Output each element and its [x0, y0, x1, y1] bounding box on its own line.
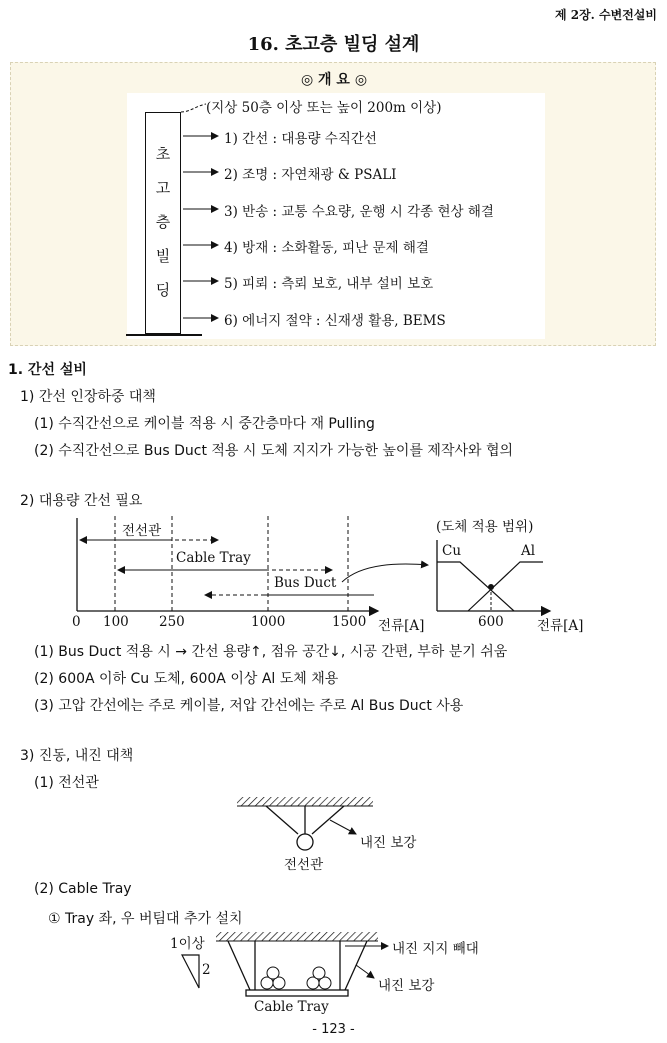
list-item: (2) 600A 이하 Cu 도체, 600A 이상 Al 도체 채용	[34, 671, 339, 687]
subsection-heading: 1) 간선 인장하중 대책	[20, 389, 156, 405]
tick-label: 600	[478, 614, 504, 630]
overview-item: 3) 반송 : 교통 수요량, 운행 시 각종 현상 해결	[224, 204, 494, 220]
tick-label: 1000	[251, 614, 286, 630]
list-item: (1) 수직간선으로 케이블 적용 시 중간층마다 재 Pulling	[34, 416, 375, 432]
tick-label: 100	[103, 614, 129, 630]
conduit-label: 전선관	[122, 523, 162, 539]
list-item: (1) Bus Duct 적용 시 → 간선 용량↑, 점유 공간↓, 시공 간편, 부하 분기 쉬움	[34, 644, 508, 660]
section-heading: 1. 간선 설비	[8, 362, 87, 378]
conduit-caption: 전선관	[284, 857, 324, 873]
overview-item: 2) 조명 : 자연채광 & PSALI	[224, 167, 397, 183]
cu-label: Cu	[442, 543, 462, 559]
list-item: (2) Cable Tray	[34, 881, 132, 897]
overview-item: 4) 방재 : 소화활동, 피난 문제 해결	[224, 240, 429, 256]
slope-side-label: 2	[202, 962, 211, 978]
brace-label: 내진 보강	[378, 978, 435, 994]
list-item: (1) 전선관	[34, 775, 99, 791]
overview-item: 5) 피뢰 : 측뢰 보호, 내부 설비 보호	[224, 276, 434, 292]
overview-item: 6) 에너지 절약 : 신재생 활용, BEMS	[224, 313, 446, 329]
support-label: 내진 지지 빼대	[392, 941, 479, 957]
overview-heading: ◎ 개 요 ◎	[300, 72, 368, 88]
list-item: ① Tray 좌, 우 버팀대 추가 설치	[48, 911, 243, 927]
al-label: Al	[521, 543, 536, 559]
overview-note: (지상 50층 이상 또는 높이 200m 이상)	[206, 100, 442, 116]
axis-label: 전류[A]	[378, 618, 425, 634]
chapter-header: 제 2장. 수변전설비	[554, 8, 657, 22]
tower-char: 층	[155, 213, 171, 231]
tick-label: 1500	[332, 614, 367, 630]
list-item: (2) 수직간선으로 Bus Duct 적용 시 도체 지지가 가능한 높이를 제작사와 협의	[34, 443, 514, 459]
page-title: 16. 초고층 빌딩 설계	[247, 34, 420, 55]
range-title: (도체 적용 범위)	[436, 519, 534, 535]
tick-label: 0	[72, 614, 81, 630]
cable-tray-label: Cable Tray	[176, 550, 251, 566]
list-item: (3) 고압 간선에는 주로 케이블, 저압 간선에는 주로 Al Bus Duct 사용	[34, 698, 464, 714]
page-number: - 123 -	[312, 1022, 355, 1037]
bus-duct-label: Bus Duct	[274, 575, 337, 591]
subsection-heading: 3) 진동, 내진 대책	[20, 748, 134, 764]
tray-label: Cable Tray	[254, 999, 329, 1015]
subsection-heading: 2) 대용량 간선 필요	[20, 493, 143, 509]
tower-char: 빌	[155, 247, 171, 265]
tower-char: 고	[155, 179, 171, 197]
overview-item: 1) 간선 : 대용량 수직간선	[224, 131, 377, 147]
tick-label: 250	[159, 614, 185, 630]
brace-label: 내진 보강	[360, 835, 417, 851]
slope-top-label: 1이상	[170, 936, 205, 952]
tower-char: 딩	[155, 281, 171, 299]
tower-char: 초	[155, 145, 171, 163]
axis-label: 전류[A]	[537, 618, 584, 634]
